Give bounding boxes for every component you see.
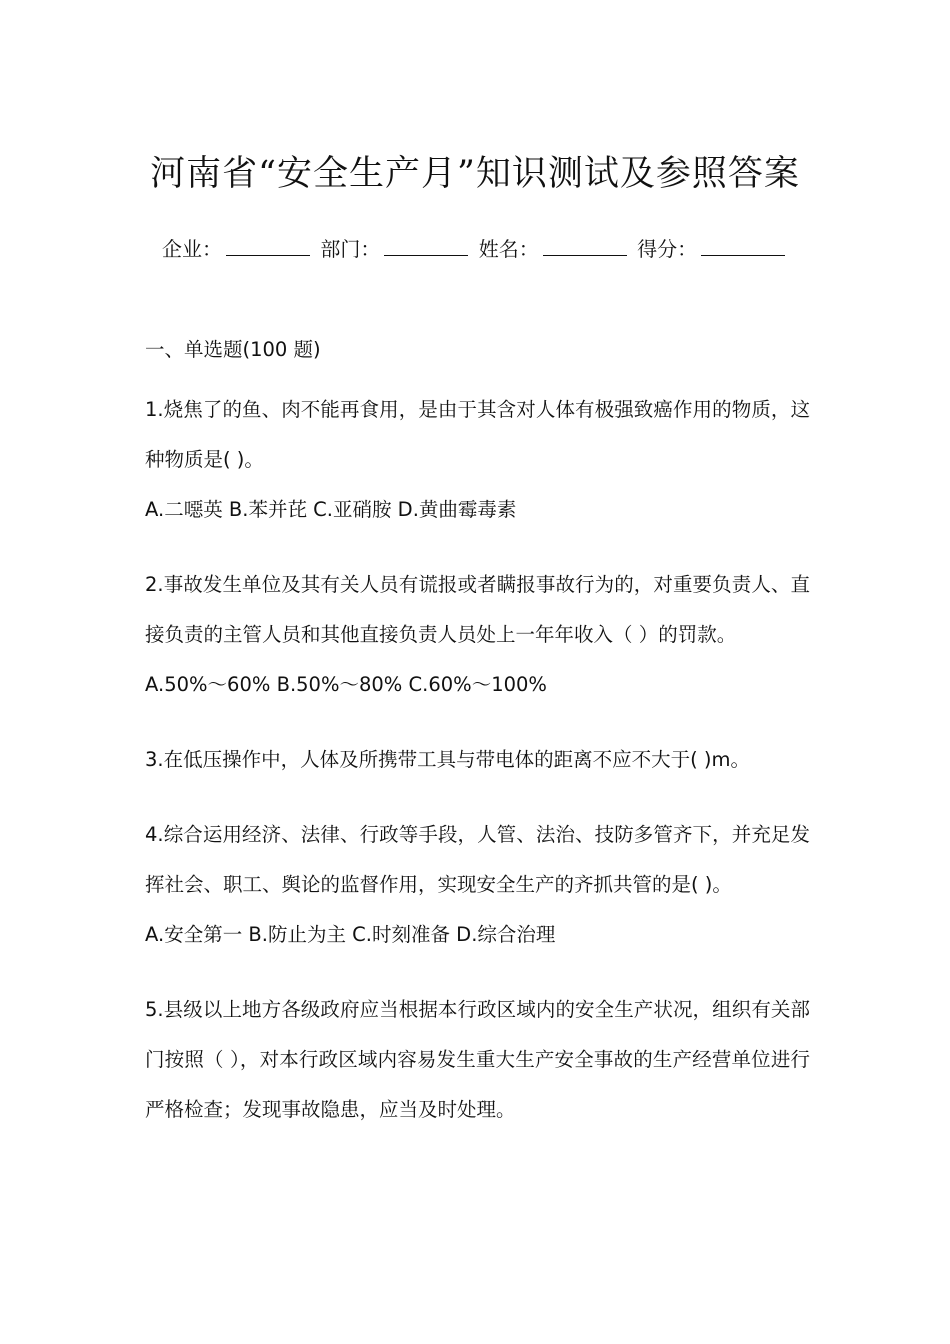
company-blank[interactable] xyxy=(226,237,310,256)
question-4-options: A.安全第一 B.防止为主 C.时刻准备 D.综合治理 xyxy=(145,923,556,946)
question-4 xyxy=(145,810,810,960)
question-4-stem: 4.综合运用经济、法律、行政等手段，人管、法治、技防多管齐下，并充足发挥社会、职工、舆论的监督作用，实现安全生产的齐抓共管的是( )。 xyxy=(145,823,810,896)
score-blank[interactable] xyxy=(701,237,785,256)
score-label: 得分： xyxy=(637,237,698,261)
question-1-stem: 1.烧焦了的鱼、肉不能再食用，是由于其含对人体有极强致癌作用的物质，这种物质是( )。 xyxy=(145,398,810,471)
question-2 xyxy=(145,560,810,710)
score-field xyxy=(637,234,785,264)
info-fields xyxy=(162,234,802,264)
section-heading: 一、单选题(100 题) xyxy=(145,338,321,361)
question-3-stem: 3.在低压操作中，人体及所携带工具与带电体的距离不应不大于( )m。 xyxy=(145,748,751,771)
department-blank[interactable] xyxy=(384,237,468,256)
question-5 xyxy=(145,985,810,1135)
document-title: 河南省“安全生产月”知识测试及参照答案 xyxy=(150,154,800,195)
company-field xyxy=(162,234,310,264)
department-label: 部门： xyxy=(320,237,381,261)
department-field xyxy=(320,234,468,264)
question-2-stem: 2.事故发生单位及其有关人员有谎报或者瞒报事故行为的，对重要负责人、直接负责的主管人员和其他直接负责人员处上一年年收入（ ）的罚款。 xyxy=(145,573,810,646)
question-2-options: A.50%～60% B.50%～80% C.60%～100% xyxy=(145,673,547,696)
name-blank[interactable] xyxy=(543,237,627,256)
name-field xyxy=(479,234,627,264)
name-label: 姓名： xyxy=(478,237,539,261)
question-3 xyxy=(145,735,810,785)
company-label: 企业： xyxy=(162,237,222,261)
question-1-options: A.二噁英 B.苯并芘 C.亚硝胺 D.黄曲霉毒素 xyxy=(145,498,517,521)
question-5-stem: 5.县级以上地方各级政府应当根据本行政区域内的安全生产状况，组织有关部门按照（ ），对本行政区域内容易发生重大生产安全事故的生产经营单位进行严格检查；发现事故隐患，应当及时处理。 xyxy=(145,998,810,1121)
question-1 xyxy=(145,385,810,535)
question-list xyxy=(145,335,810,1135)
